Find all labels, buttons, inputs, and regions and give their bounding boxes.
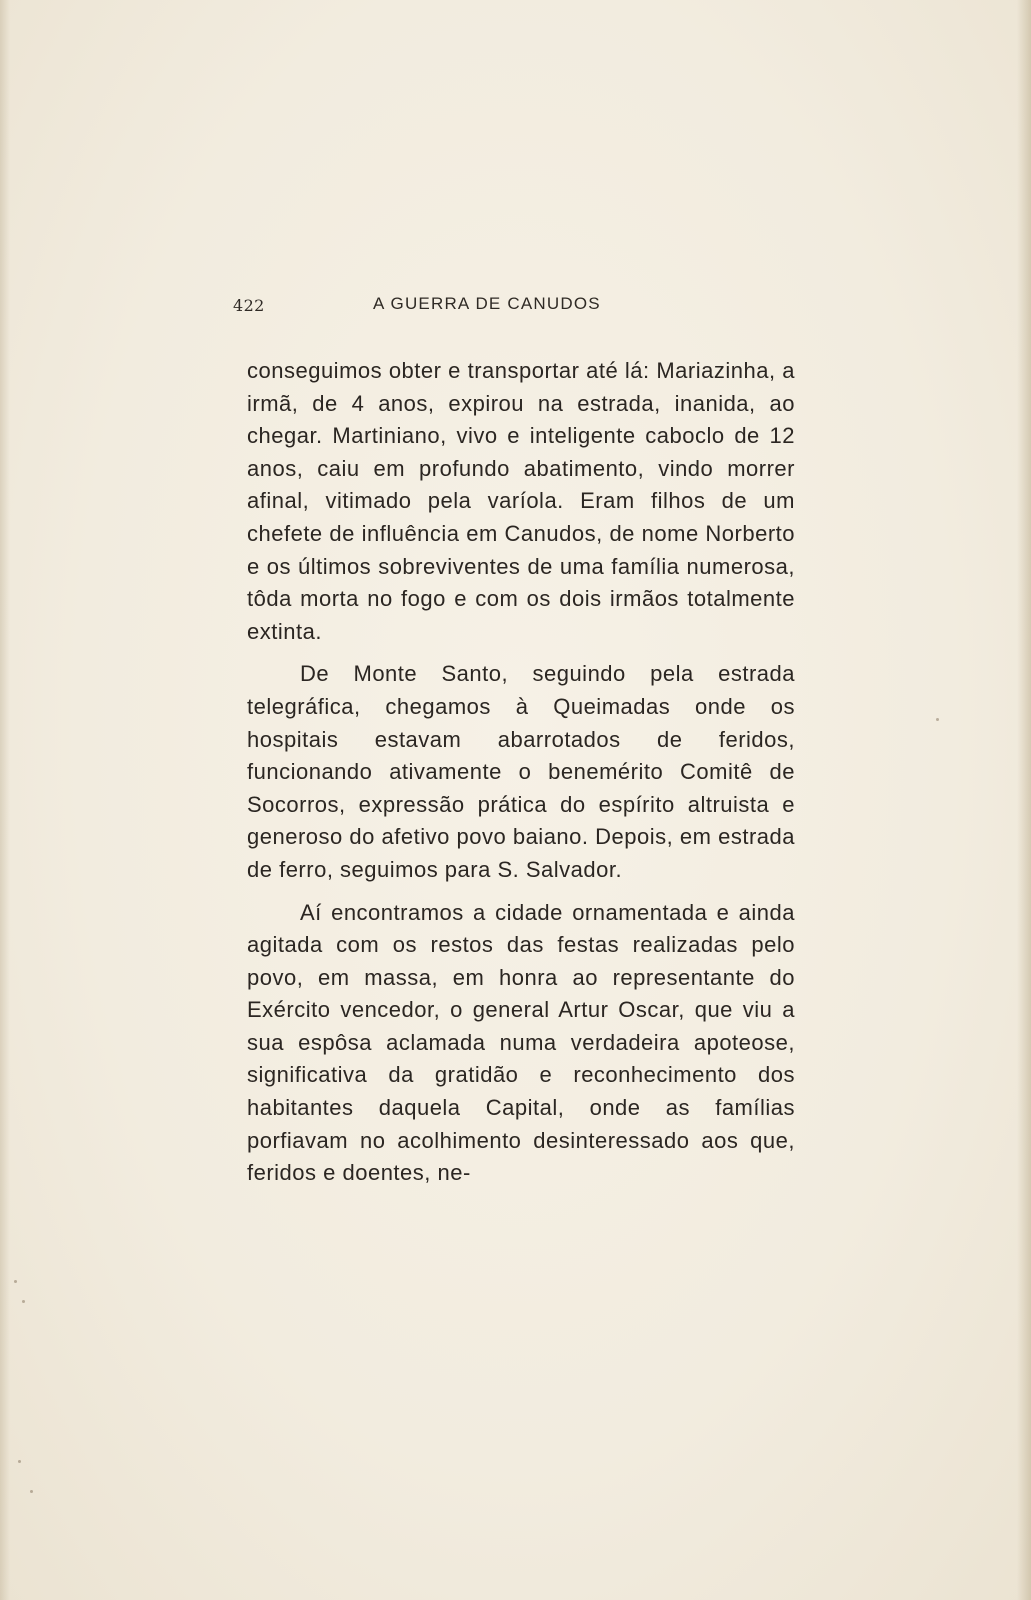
page-number: 422 <box>233 296 265 315</box>
paper-speck <box>18 1460 21 1463</box>
paper-speck <box>936 718 939 721</box>
paragraph-2: De Monte Santo, seguindo pela estrada telegráfica, chegamos à Queimadas onde os hospitais estavam abarrotados de feridos, funcionando ativamente o benemérito Comitê de Socorros, expressão prática do espírito altruista e generoso do afetivo povo baiano. Depois, em estrada de ferro, seguimos para S. Salvador. <box>247 661 795 882</box>
page-right-edge-shadow <box>1017 0 1031 1600</box>
paper-speck <box>30 1490 33 1493</box>
page-left-edge-shadow <box>0 0 10 1600</box>
paper-speck <box>14 1280 17 1283</box>
page-header <box>233 294 793 320</box>
running-title: A GUERRA DE CANUDOS <box>373 294 601 313</box>
paper-speck <box>22 1300 25 1303</box>
body-text <box>247 355 795 1190</box>
paragraph-3: Aí encontramos a cidade ornamentada e ainda agitada com os restos das festas realizadas pelo povo, em massa, em honra ao representante do Exército vencedor, o general Artur Oscar, que viu a sua espôsa aclamada numa verdadeira apoteose, significativa da gratidão e reconhecimento dos habitantes daquela Capital, onde as famílias porfiavam no acolhimento desinteressado aos que, feridos e doentes, ne- <box>247 899 795 1186</box>
paragraph-1: conseguimos obter e transportar até lá: Mariazinha, a irmã, de 4 anos, expirou na estrada, inanida, ao chegar. Martiniano, vivo e inteligente caboclo de 12 anos, caiu em profundo abatimento, vindo morrer afinal, vitimado pela varíola. Eram filhos de um chefete de influência em Canudos, de nome Norberto e os últimos sobreviventes de uma família numerosa, tôda morta no fogo e com os dois irmãos totalmente extinta. <box>247 358 795 644</box>
